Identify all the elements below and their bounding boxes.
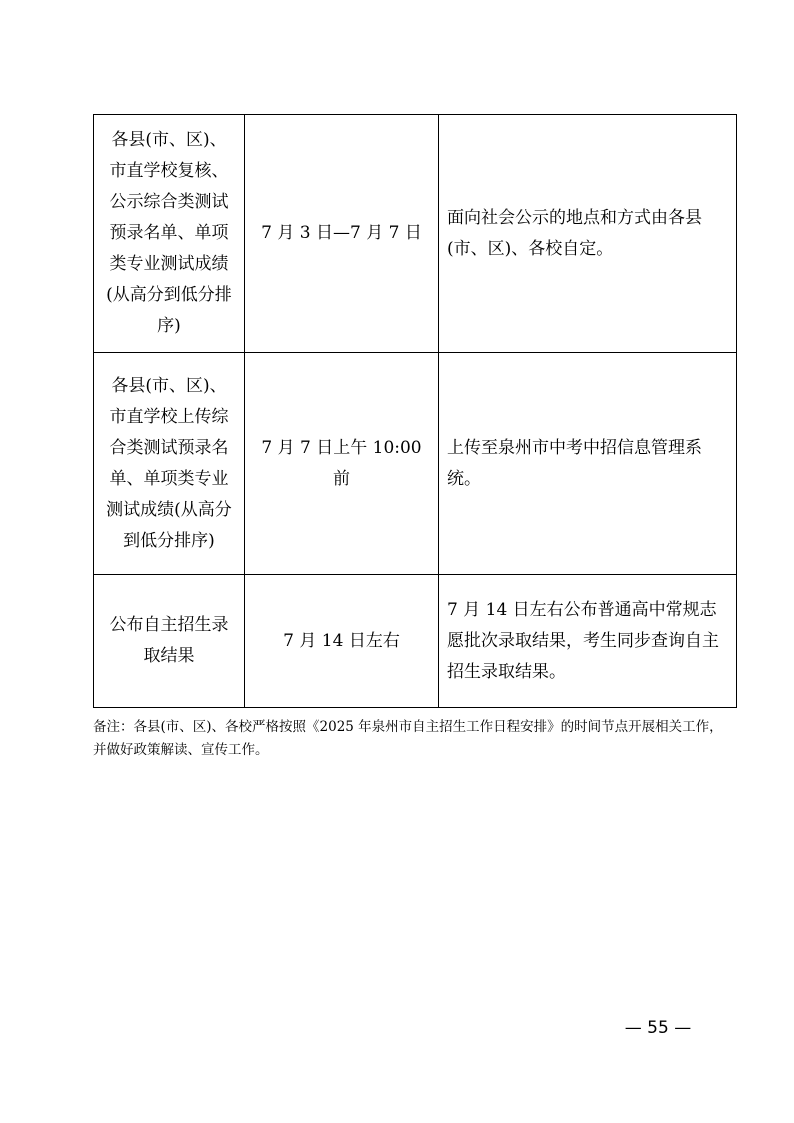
- time-cell: [245, 115, 439, 353]
- schedule-table: [93, 114, 737, 708]
- footnote: 备注：各县(市、区)、各校严格按照《2025 年泉州市自主招生工作日程安排》的时间节点开展相关工作，并做好政策解读、宣传工作。: [93, 719, 723, 758]
- step-text: 各县(市、区)、市直学校上传综合类测试预录名单、单项类专业测试成绩(从高分到低分排序): [106, 375, 232, 551]
- note-text: 面向社会公示的地点和方式由各县(市、区)、各校自定。: [447, 207, 702, 259]
- table-row: [94, 353, 737, 575]
- note-cell: [439, 575, 737, 708]
- table-row: [94, 575, 737, 708]
- time-text: 7 月 3 日—7 月 7 日: [261, 223, 422, 243]
- note-text: 7 月 14 日左右公布普通高中常规志愿批次录取结果，考生同步查询自主招生录取结果。: [447, 599, 719, 682]
- step-cell: [94, 115, 245, 353]
- note-cell: [439, 115, 737, 353]
- step-cell: [94, 575, 245, 708]
- note-cell: [439, 353, 737, 575]
- time-text: 7 月 7 日上午 10:00 前: [261, 437, 422, 489]
- time-cell: [245, 575, 439, 708]
- time-text: 7 月 14 日左右: [283, 630, 400, 651]
- step-text: 公布自主招生录取结果: [109, 615, 229, 666]
- table-row: [94, 115, 737, 353]
- time-cell: [245, 353, 439, 575]
- step-cell: [94, 353, 245, 575]
- step-text: 各县(市、区)、市直学校复核、公示综合类测试预录名单、单项类专业测试成绩(从高分到低分排序): [106, 130, 232, 336]
- page-number: — 55 —: [624, 1018, 692, 1038]
- note-text: 上传至泉州市中考中招信息管理系统。: [447, 437, 702, 489]
